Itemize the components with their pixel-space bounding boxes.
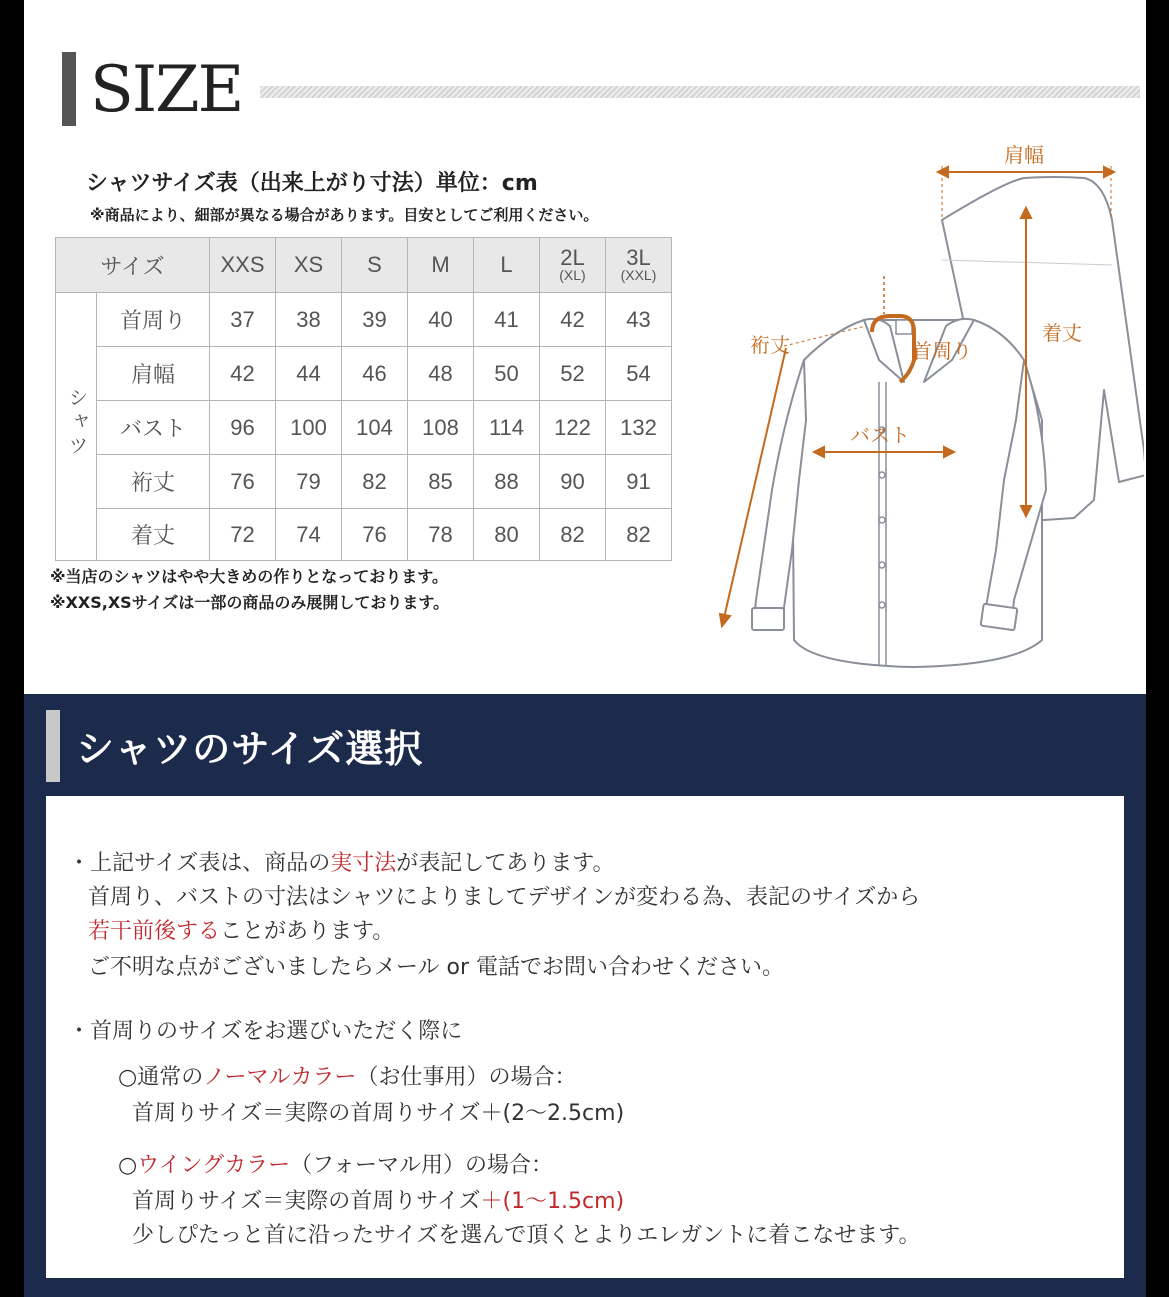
table-cell: 52: [540, 347, 606, 401]
table-row: [56, 509, 672, 561]
size-header-l: L: [474, 238, 540, 293]
table-cell: 82: [606, 509, 672, 561]
table-cell: 48: [408, 347, 474, 401]
table-cell: 78: [408, 509, 474, 561]
table-cell: 80: [474, 509, 540, 561]
size-corner-cell: サイズ: [56, 238, 210, 293]
table-cell: 100: [276, 401, 342, 455]
table-cell: 108: [408, 401, 474, 455]
info-line-4: ご不明な点がございましたらメール or 電話でお問い合わせください。: [88, 955, 785, 980]
table-cell: 38: [276, 293, 342, 347]
section-title: シャツのサイズ選択: [76, 727, 424, 771]
size-header-xxs: XXS: [210, 238, 276, 293]
table-cell: 44: [276, 347, 342, 401]
table-cell: 41: [474, 293, 540, 347]
shirt-measurement-diagram: [674, 120, 1144, 680]
size-selection-section: [24, 694, 1146, 1297]
wing-collar-formula: 首周りサイズ＝実際の首周りサイズ＋(1〜1.5cm): [132, 1189, 625, 1214]
footnote-availability: ※XXS,XSサイズは一部の商品のみ展開しております。: [50, 593, 450, 612]
table-cell: 82: [342, 455, 408, 509]
size-heading: SIZE: [90, 53, 243, 127]
wing-collar-heading: ○ウイングカラー（フォーマル用）の場合：: [118, 1153, 554, 1178]
title-accent-bar: [62, 52, 76, 126]
table-cell: 72: [210, 509, 276, 561]
info-line-3: 若干前後することがあります。: [88, 919, 395, 944]
table-cell: 122: [540, 401, 606, 455]
table-cell: 96: [210, 401, 276, 455]
info-line-2: 首周り、バストの寸法はシャツによりましてデザインが変わる為、表記のサイズから: [88, 885, 921, 910]
label-shoulder: 肩幅: [1004, 143, 1044, 167]
table-cell: 90: [540, 455, 606, 509]
label-length: 着丈: [1042, 321, 1082, 345]
table-cell: 42: [210, 347, 276, 401]
table-cell: 79: [276, 455, 342, 509]
row-label-neck: 首周り: [97, 293, 210, 347]
table-cell: 91: [606, 455, 672, 509]
row-label-sleeve: 裄丈: [97, 455, 210, 509]
size-header-xs: XS: [276, 238, 342, 293]
table-cell: 82: [540, 509, 606, 561]
table-cell: 74: [276, 509, 342, 561]
table-header-row: [56, 238, 672, 293]
heading-rule: [260, 86, 1140, 98]
label-bust: バスト: [850, 423, 910, 447]
table-note: ※商品により、細部が異なる場合があります。目安としてご利用ください。: [90, 206, 599, 224]
neck-guide-heading: ・首周りのサイズをお選びいただく際に: [68, 1019, 463, 1044]
size-header-m: M: [408, 238, 474, 293]
size-header-3l: 3L (XXL): [606, 238, 672, 293]
category-cell: シャツ: [56, 293, 97, 561]
size-guide-page: [24, 0, 1146, 1297]
table-cell: 104: [342, 401, 408, 455]
table-row: [56, 347, 672, 401]
label-sleeve: 裄丈: [750, 333, 790, 357]
table-cell: 42: [540, 293, 606, 347]
normal-collar-heading: ○通常のノーマルカラー（お仕事用）の場合：: [118, 1065, 577, 1090]
table-cell: 50: [474, 347, 540, 401]
normal-collar-formula: 首周りサイズ＝実際の首周りサイズ＋(2〜2.5cm): [132, 1101, 625, 1126]
size-header-2l: 2L (XL): [540, 238, 606, 293]
table-row: [56, 401, 672, 455]
table-cell: 37: [210, 293, 276, 347]
right-cuff: [981, 604, 1018, 631]
size-header-s: S: [342, 238, 408, 293]
row-label-shoulder: 肩幅: [97, 347, 210, 401]
table-cell: 76: [342, 509, 408, 561]
table-cell: 88: [474, 455, 540, 509]
table-cell: 40: [408, 293, 474, 347]
table-cell: 43: [606, 293, 672, 347]
table-cell: 54: [606, 347, 672, 401]
row-label-bust: バスト: [97, 401, 210, 455]
table-cell: 46: [342, 347, 408, 401]
section-accent-bar: [46, 710, 60, 782]
table-cell: 76: [210, 455, 276, 509]
table-row: [56, 455, 672, 509]
left-cuff: [752, 608, 784, 630]
label-neck: 首周り: [912, 339, 972, 363]
table-cell: 132: [606, 401, 672, 455]
footnote-sizing: ※当店のシャツはやや大きめの作りとなっております。: [50, 567, 448, 586]
table-caption: シャツサイズ表（出来上がり寸法）単位：cm: [86, 171, 538, 196]
table-cell: 39: [342, 293, 408, 347]
table-cell: 85: [408, 455, 474, 509]
selection-info-box: [46, 796, 1124, 1278]
table-row: [56, 293, 672, 347]
size-table: [55, 237, 672, 561]
info-line-1: ・上記サイズ表は、商品の実寸法が表記してあります。: [68, 851, 615, 876]
wing-collar-note: 少しぴたっと首に沿ったサイズを選んで頂くとよりエレガントに着こなせます。: [132, 1223, 921, 1248]
table-cell: 114: [474, 401, 540, 455]
row-label-length: 着丈: [97, 509, 210, 561]
